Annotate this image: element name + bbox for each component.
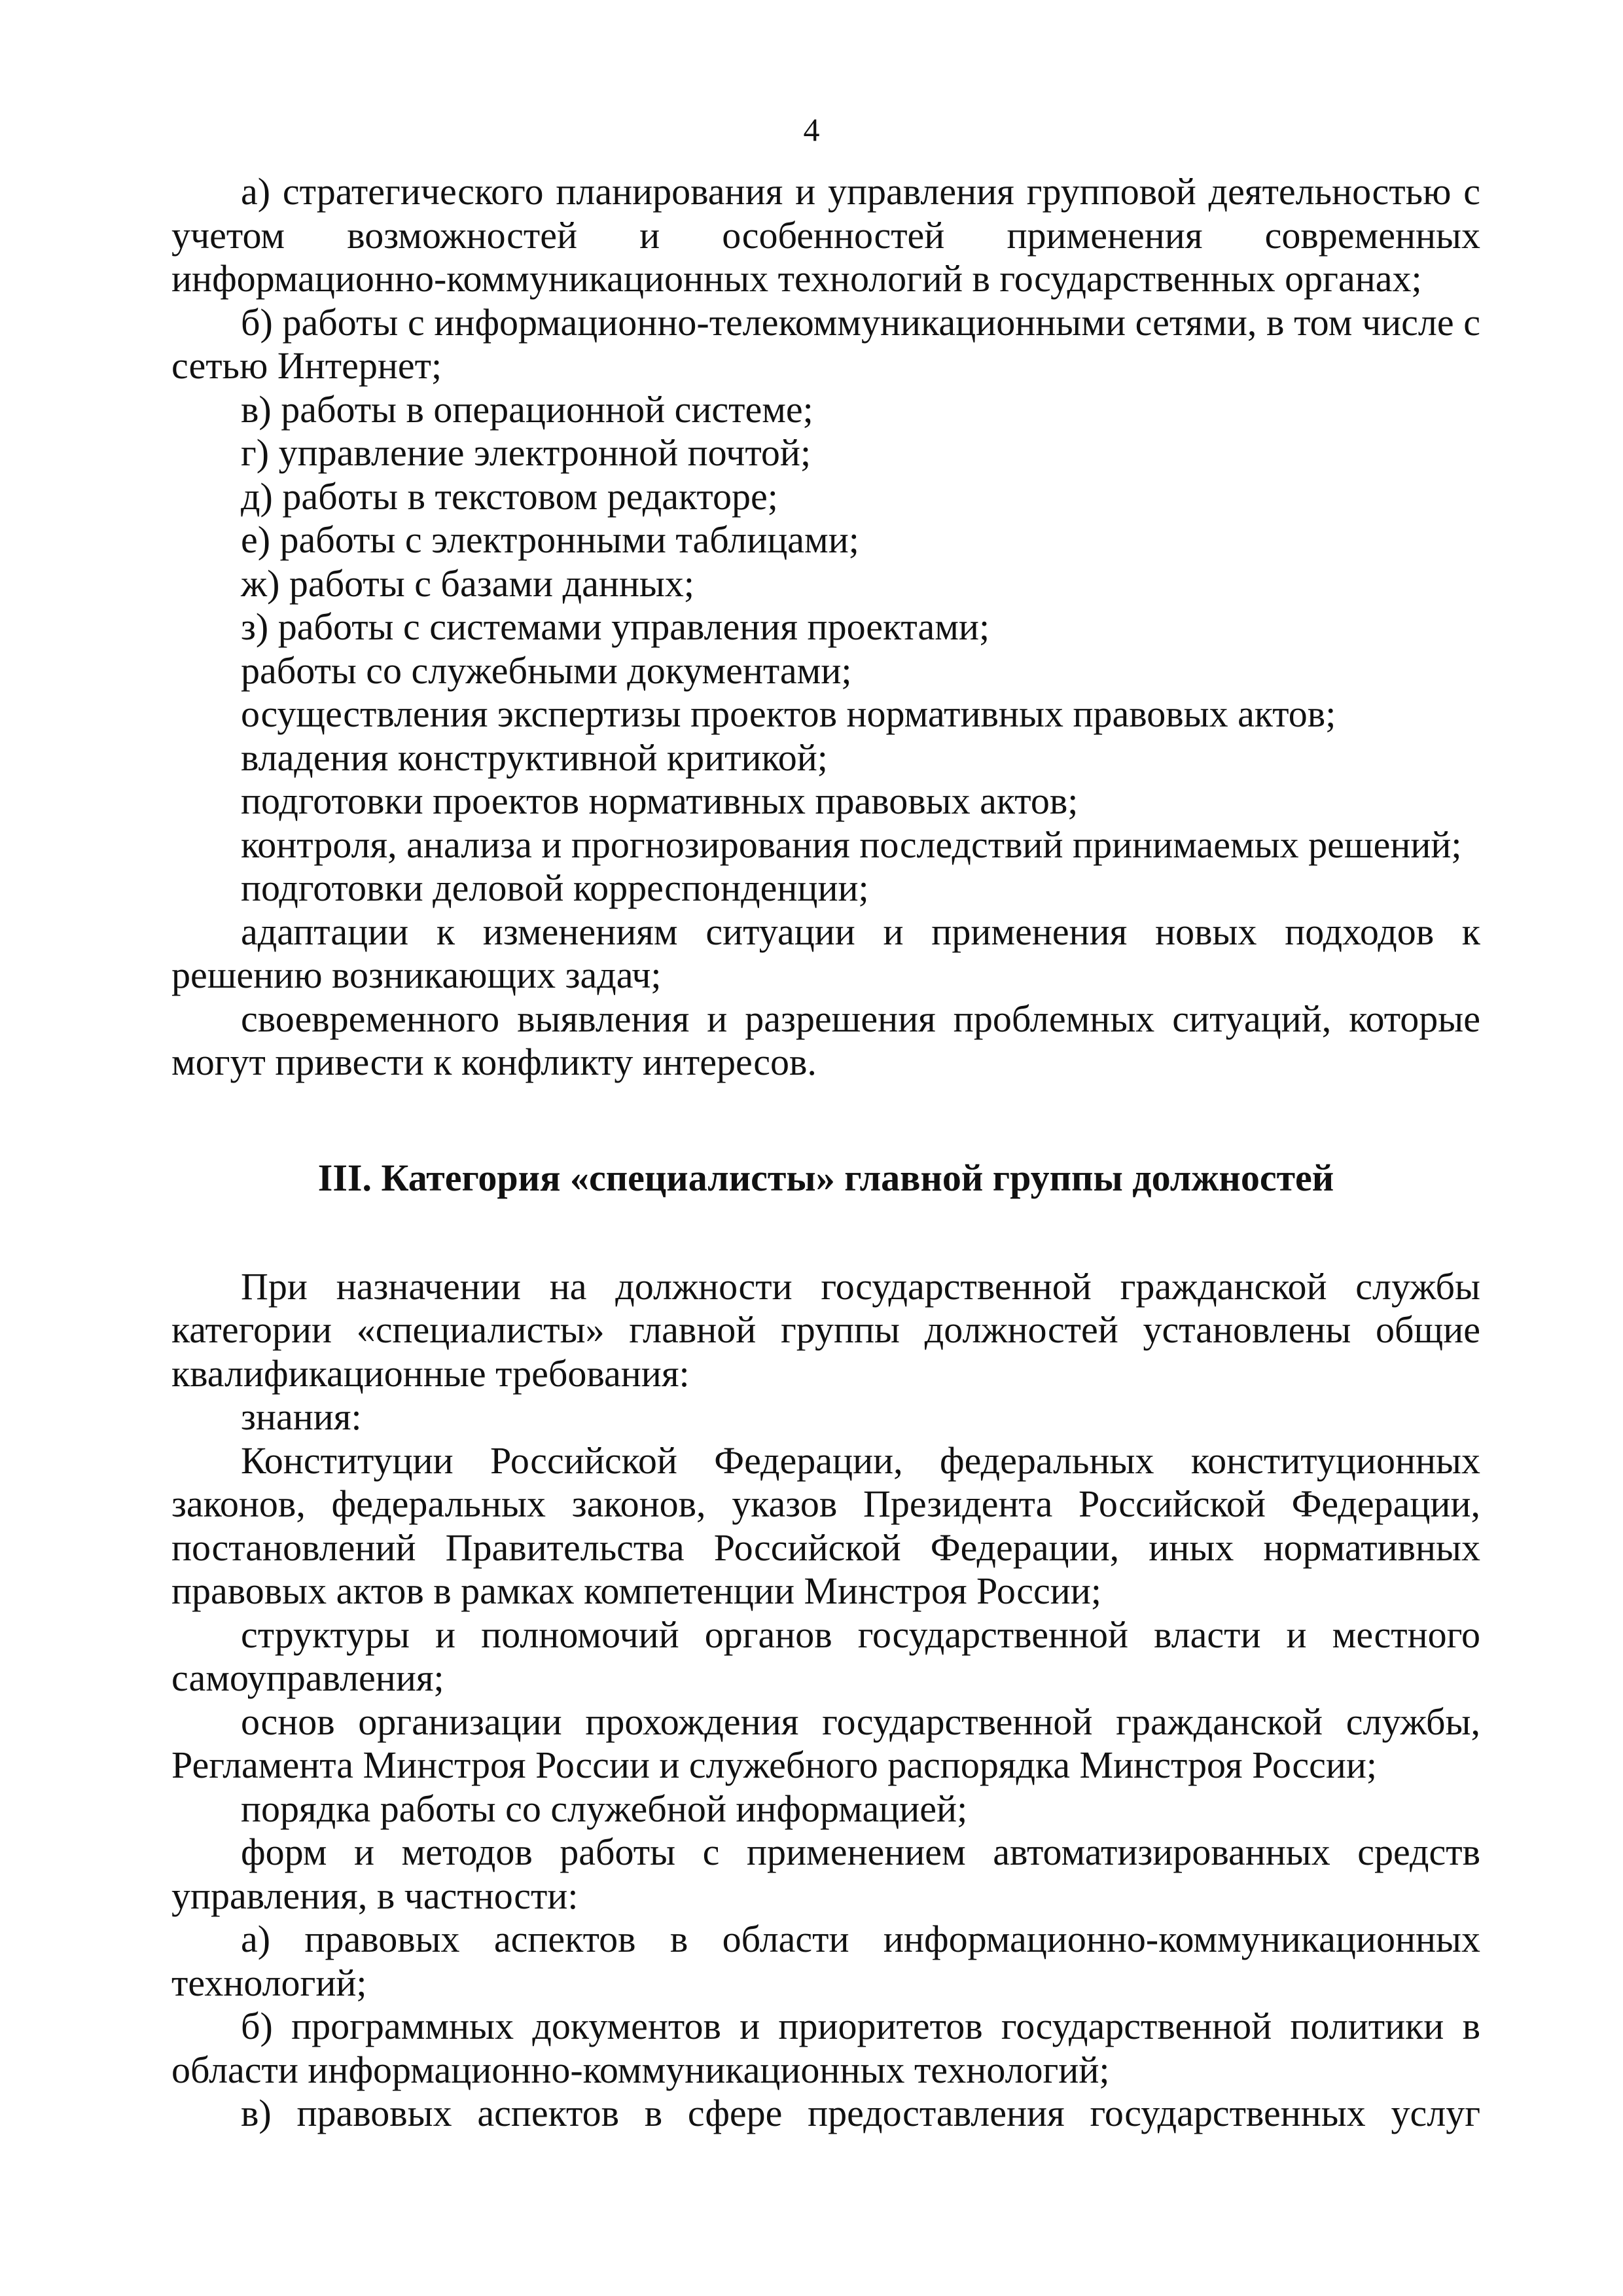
paragraph: форм и методов работы с применением автоматизированных средств управления, в частности: xyxy=(171,1831,1480,1917)
paragraph: а) правовых аспектов в области информационно-коммуникационных технологий; xyxy=(171,1918,1480,2004)
list-item: а) стратегического планирования и управления групповой деятельностью с учетом возможностей и особенностей применения современных информационно-коммуникационных технологий в государственных органах; xyxy=(171,170,1480,300)
list-item: д) работы в текстовом редакторе; xyxy=(241,475,778,518)
list-item: е) работы с электронными таблицами; xyxy=(241,518,859,561)
paragraph: структуры и полномочий органов государственной власти и местного самоуправления; xyxy=(171,1613,1480,1699)
list-item: владения конструктивной критикой; xyxy=(241,736,828,779)
list-item: в) работы в операционной системе; xyxy=(241,387,813,431)
list-item: осуществления экспертизы проектов нормативных правовых актов; xyxy=(241,692,1336,735)
paragraph: б) программных документов и приоритетов государственной политики в области информационно-коммуникационных технологий; xyxy=(171,2005,1480,2091)
list-item: подготовки проектов нормативных правовых актов; xyxy=(241,780,1079,822)
list-item: з) работы с системами управления проектами; xyxy=(241,605,990,648)
list-item: работы со служебными документами; xyxy=(241,649,852,692)
list-item: адаптации к изменениям ситуации и применения новых подходов к решению возникающих задач; xyxy=(171,910,1480,996)
paragraph: порядка работы со служебной информацией; xyxy=(241,1787,968,1830)
list-item: б) работы с информационно-телекоммуникационными сетями, в том числе с сетью Интернет; xyxy=(171,300,1480,387)
page-number: 4 xyxy=(803,111,820,148)
paragraph: основ организации прохождения государственной гражданской службы, Регламента Минстроя России и служебного распорядка Минстроя России; xyxy=(171,1700,1480,1786)
paragraph: Конституции Российской Федерации, федеральных конституционных законов, федеральных законов, указов Президента Российской Федерации, постановлений Правительства Российской Федерации, иных нормативных правовых актов в рамках компетенции Минстроя России; xyxy=(171,1439,1480,1612)
paragraph: в) правовых аспектов в сфере предоставления государственных услуг xyxy=(241,2092,1480,2134)
list-item: г) управление электронной почтой; xyxy=(241,431,812,474)
document-body xyxy=(171,170,1480,2136)
section-heading: III. Категория «специалисты» главной группы должностей xyxy=(317,1156,1334,1199)
list-item: своевременного выявления и разрешения проблемных ситуаций, которые могут привести к конфликту интересов. xyxy=(171,997,1480,1083)
list-item: подготовки деловой корреспонденции; xyxy=(241,867,869,909)
paragraph: При назначении на должности государственной гражданской службы категории «специалисты» главной группы должностей установлены общие квалификационные требования: xyxy=(171,1265,1480,1395)
list-item: контроля, анализа и прогнозирования последствий принимаемых решений; xyxy=(241,823,1462,866)
list-item: ж) работы с базами данных; xyxy=(241,562,694,605)
paragraph: знания: xyxy=(241,1395,362,1438)
